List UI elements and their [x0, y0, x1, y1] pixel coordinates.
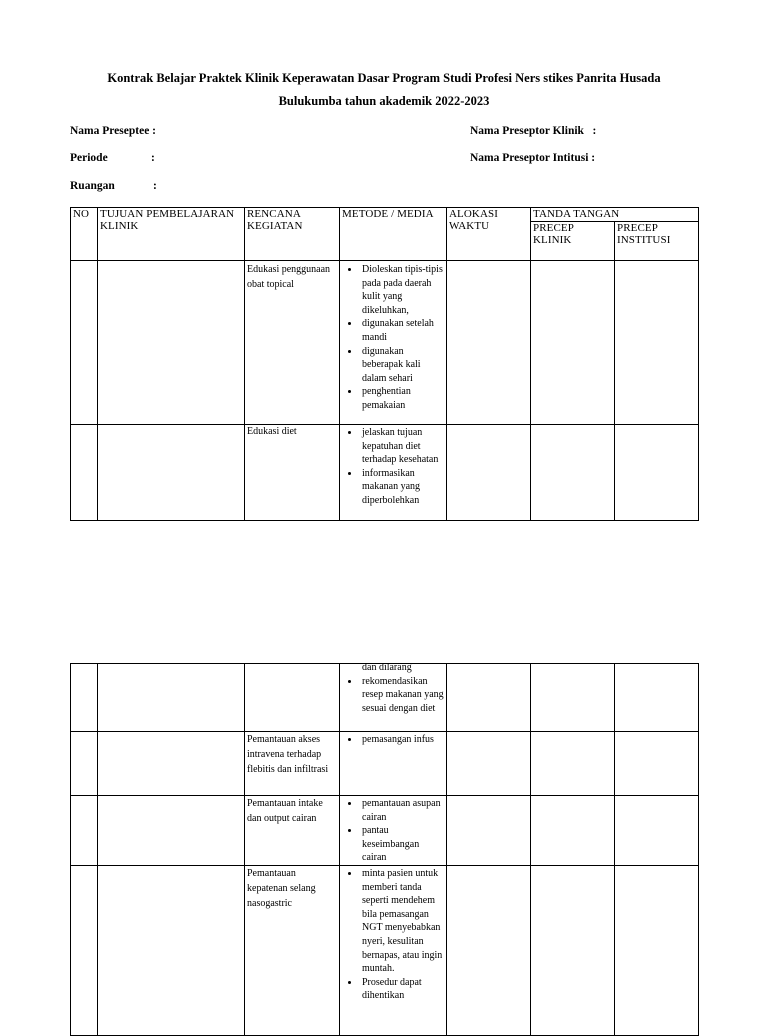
cell-precep-institusi [615, 425, 699, 521]
cell-no [71, 732, 98, 796]
table-row [71, 664, 699, 732]
metode-list [342, 661, 444, 715]
cell-alokasi [447, 261, 531, 425]
cell-precep-klinik [531, 732, 615, 796]
cell-alokasi [447, 865, 531, 1035]
cell-precep-institusi [615, 664, 699, 732]
cell-precep-klinik [531, 261, 615, 425]
learning-contract-table-page-2 [70, 663, 699, 1036]
cell-tujuan [98, 796, 245, 866]
cell-rencana: Pemantauan kepatenan selang nasogastric [245, 865, 340, 1035]
ruangan-colon: : [153, 180, 157, 192]
metode-list [342, 733, 444, 747]
list-item-continuation: dan dilarang [362, 662, 412, 673]
cell-tujuan [98, 261, 245, 425]
cell-precep-institusi [615, 865, 699, 1035]
periode-label: Periode [70, 152, 108, 164]
cell-alokasi [447, 732, 531, 796]
cell-rencana: Edukasi penggunaan obat topical [245, 261, 340, 425]
cell-rencana: Edukasi diet [245, 425, 340, 521]
periode-field [70, 151, 155, 165]
cell-no [71, 664, 98, 732]
cell-metode [340, 664, 447, 732]
cell-no [71, 425, 98, 521]
list-item: • pantau keseimbangan cairan [360, 824, 444, 865]
table-row [71, 732, 699, 796]
cell-rencana: Pemantauan akses intravena terhadap flebitis dan infiltrasi [245, 732, 340, 796]
cell-alokasi [447, 796, 531, 866]
cell-precep-klinik [531, 865, 615, 1035]
header-tanda-tangan: TANDA TANGAN [531, 208, 699, 222]
cell-precep-klinik [531, 796, 615, 866]
learning-contract-table-page-1 [70, 207, 699, 521]
nama-preseptor-institusi-field: Nama Preseptor Intitusi : [470, 152, 596, 164]
list-item: • minta pasien untuk memberi tanda seperti mendehem bila pemasangan NGT menyebabkan nyeri, kesulitan bernapas, atau ingin muntah. [360, 867, 444, 976]
header-precep-klinik: PRECEP KLINIK [531, 222, 615, 261]
cell-metode [340, 796, 447, 866]
list-item: • rekomendasikan resep makanan yang sesuai dengan diet [360, 675, 444, 716]
ruangan-label: Ruangan [70, 180, 115, 192]
cell-tujuan [98, 425, 245, 521]
nama-preseptor-klinik-field: Nama Preseptor Klinik : [470, 125, 597, 137]
cell-rencana [245, 664, 340, 732]
list-item: • jelaskan tujuan kepatuhan diet terhadap kesehatan [360, 426, 444, 467]
ruangan-field [70, 179, 157, 193]
list-item: • pemasangan infus [360, 733, 444, 747]
cell-alokasi [447, 425, 531, 521]
periode-colon: : [151, 152, 155, 164]
table-row [71, 796, 699, 866]
document-title-line-2: Bulukumba tahun akademik 2022-2023 [278, 94, 490, 108]
cell-no [71, 865, 98, 1035]
cell-tujuan [98, 732, 245, 796]
cell-tujuan [98, 865, 245, 1035]
cell-metode [340, 732, 447, 796]
list-item: • pemantauan asupan cairan [360, 797, 444, 824]
cell-alokasi [447, 664, 531, 732]
metode-list [342, 263, 444, 413]
header-no: NO [71, 208, 98, 261]
cell-precep-institusi [615, 732, 699, 796]
cell-metode [340, 865, 447, 1035]
header-metode-media: METODE / MEDIA [340, 208, 447, 261]
list-item: • penghentian pemakaian [360, 385, 444, 412]
cell-precep-institusi [615, 261, 699, 425]
table-header-row [71, 208, 699, 222]
table-row [71, 261, 699, 425]
header-alokasi-waktu: ALOKASI WAKTU [447, 208, 531, 261]
document-title-line-1: Kontrak Belajar Praktek Klinik Keperawatan Dasar Program Studi Profesi Ners stikes Panrita Husada [107, 71, 661, 85]
cell-no [71, 261, 98, 425]
cell-tujuan [98, 664, 245, 732]
cell-no [71, 796, 98, 866]
cell-rencana: Pemantauan intake dan output cairan [245, 796, 340, 866]
list-item: • digunakan setelah mandi [360, 317, 444, 344]
cell-metode [340, 261, 447, 425]
header-rencana-kegiatan: RENCANA KEGIATAN [245, 208, 340, 261]
header-tujuan: TUJUAN PEMBELAJARAN KLINIK [98, 208, 245, 261]
list-item: • Prosedur dapat dihentikan [360, 976, 444, 1003]
list-item: • informasikan makanan yang diperbolehkan [360, 467, 444, 508]
metode-list [342, 867, 444, 1003]
table-row [71, 865, 699, 1035]
nama-preseptee-field: Nama Preseptee : [70, 125, 157, 137]
cell-metode [340, 425, 447, 521]
metode-list [342, 426, 444, 508]
list-item: • Dioleskan tipis-tipis pada pada daerah kulit yang dikeluhkan, [360, 263, 444, 317]
header-precep-institusi: PRECEP INSTITUSI [615, 222, 699, 261]
cell-precep-klinik [531, 425, 615, 521]
cell-precep-klinik [531, 664, 615, 732]
list-item: • digunakan beberapak kali dalam sehari [360, 345, 444, 386]
metode-list [342, 797, 444, 865]
cell-precep-institusi [615, 796, 699, 866]
table-row [71, 425, 699, 521]
